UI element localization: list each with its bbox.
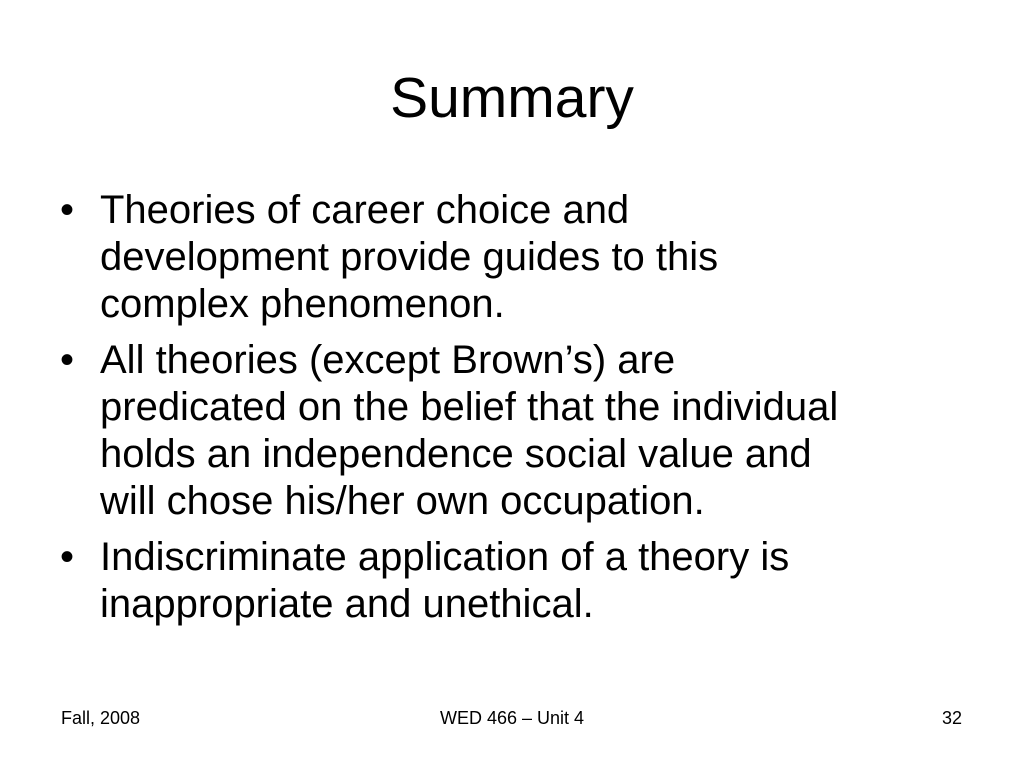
footer-date: Fall, 2008 xyxy=(61,708,141,728)
footer-page-number: 32 xyxy=(941,708,962,728)
bullet-text: Theories of career choice and development provide guides to this complex phenomenon. xyxy=(100,188,719,326)
bullet-icon: • xyxy=(60,338,75,382)
bullet-text: Indiscriminate application of a theory is inappropriate and unethical. xyxy=(100,535,790,626)
bullet-item xyxy=(60,337,970,525)
bullet-text: All theories (except Brown’s) are predicated on the belief that the individual holds an independence social value and will chose his/her own occupation. xyxy=(100,338,839,523)
bullet-icon: • xyxy=(60,535,75,579)
bullet-icon: • xyxy=(60,188,75,232)
footer-course: WED 466 – Unit 4 xyxy=(439,708,585,728)
bullet-item xyxy=(60,534,970,628)
bullet-list xyxy=(60,187,970,637)
bullet-item xyxy=(60,187,970,328)
slide-title: Summary xyxy=(390,66,634,130)
